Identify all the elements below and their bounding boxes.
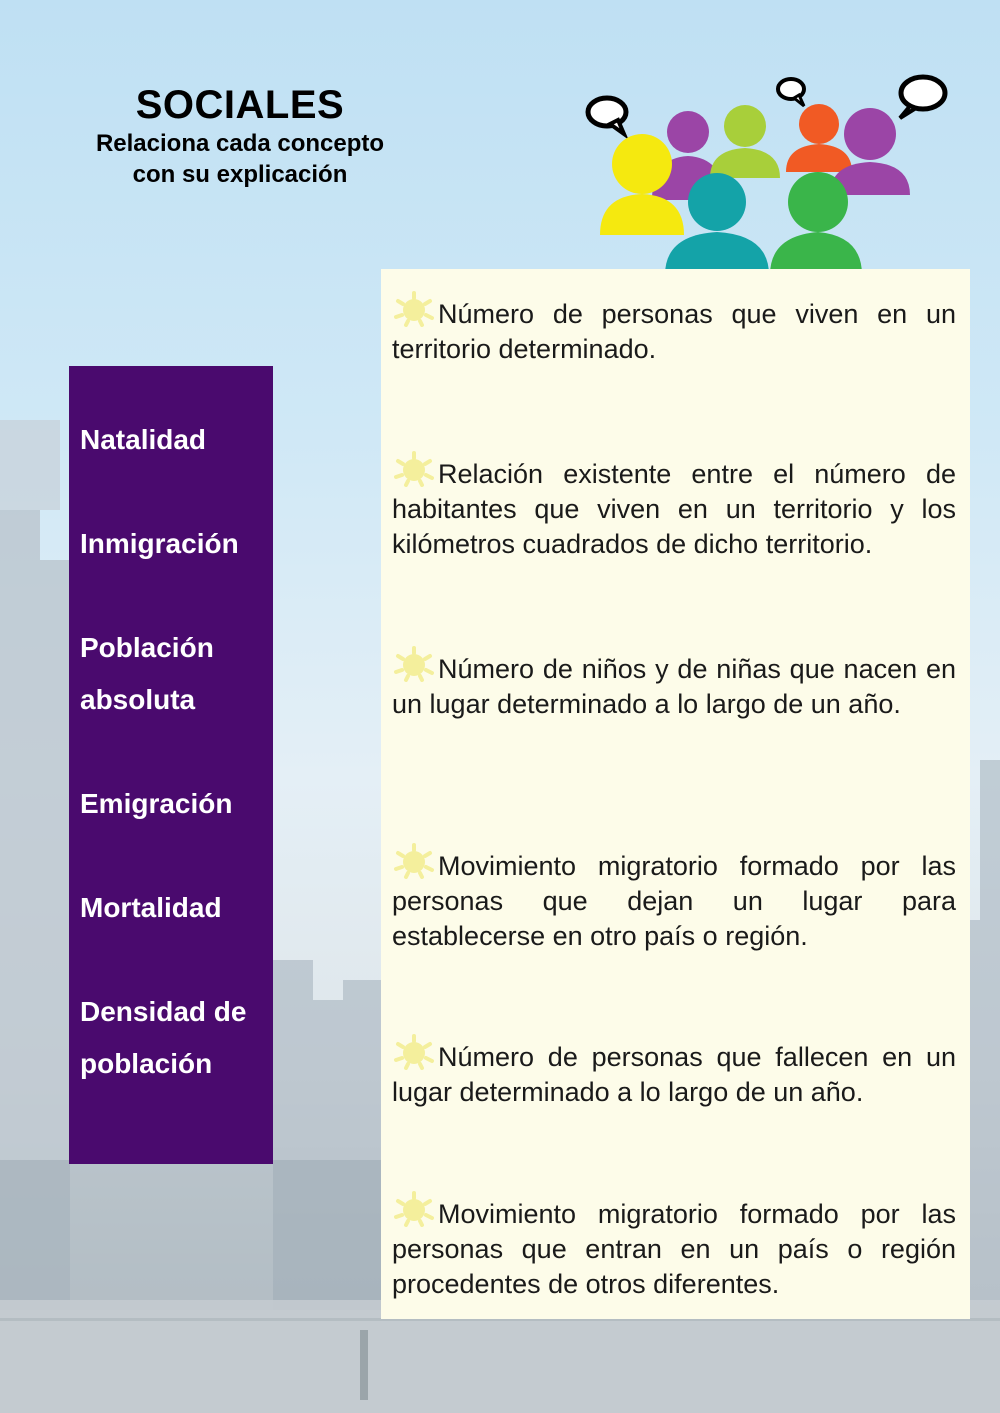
concept-label-line2: absoluta — [80, 684, 196, 715]
definition-item[interactable] — [392, 646, 956, 722]
concept-label-line1: Población — [80, 632, 214, 663]
sun-splat-icon — [392, 1191, 436, 1227]
sun-splat-icon — [392, 1034, 436, 1070]
concept-poblacion-absoluta[interactable] — [80, 622, 270, 726]
definition-item[interactable] — [392, 843, 956, 954]
concept-label-line1: Densidad de — [80, 996, 247, 1027]
concept-mortalidad[interactable] — [80, 882, 270, 934]
definition-item[interactable] — [392, 1034, 956, 1110]
definition-panel — [381, 269, 970, 1319]
definition-text: Movimiento migratorio formado por las personas que entran en un país o región procedentes de otros diferentes. — [392, 1199, 956, 1299]
speech-bubble-icon — [588, 98, 626, 134]
instruction-line-1: Relaciona cada concepto — [95, 130, 385, 157]
concept-label: Emigración — [80, 788, 233, 819]
concept-inmigracion[interactable] — [80, 518, 270, 570]
definition-item[interactable] — [392, 1191, 956, 1302]
sun-splat-icon — [392, 646, 436, 682]
concept-label: Natalidad — [80, 424, 207, 455]
concept-emigracion[interactable] — [80, 778, 270, 830]
definition-item[interactable] — [392, 291, 956, 367]
concept-label: Mortalidad — [80, 892, 222, 923]
speech-bubble-icon — [900, 77, 945, 118]
definition-text: Número de personas que viven en un territorio determinado. — [392, 299, 956, 364]
page-title: SOCIALES — [135, 83, 345, 127]
sun-splat-icon — [392, 291, 436, 327]
definition-text: Número de niños y de niñas que nacen en un lugar determinado a lo largo de un año. — [392, 654, 956, 719]
definition-text: Relación existente entre el número de habitantes que viven en un territorio y los kilómetros cuadrados de dicho territorio. — [392, 459, 956, 559]
concept-densidad-de-poblacion[interactable] — [80, 986, 270, 1090]
concept-label: Inmigración — [80, 528, 239, 559]
definition-item[interactable] — [392, 451, 956, 562]
title-block — [60, 82, 420, 190]
people-group-icon — [580, 60, 960, 275]
sun-splat-icon — [392, 451, 436, 487]
instruction-line-2: con su explicación — [132, 161, 348, 188]
speech-bubble-icon — [778, 79, 804, 106]
definition-text: Movimiento migratorio formado por las personas que dejan un lugar para establecerse en otro país o región. — [392, 851, 956, 951]
concept-panel — [69, 366, 273, 1164]
concept-natalidad[interactable] — [80, 414, 270, 466]
definition-text: Número de personas que fallecen en un lugar determinado a lo largo de un año. — [392, 1042, 956, 1107]
concept-label-line2: población — [80, 1048, 213, 1079]
sun-splat-icon — [392, 843, 436, 879]
